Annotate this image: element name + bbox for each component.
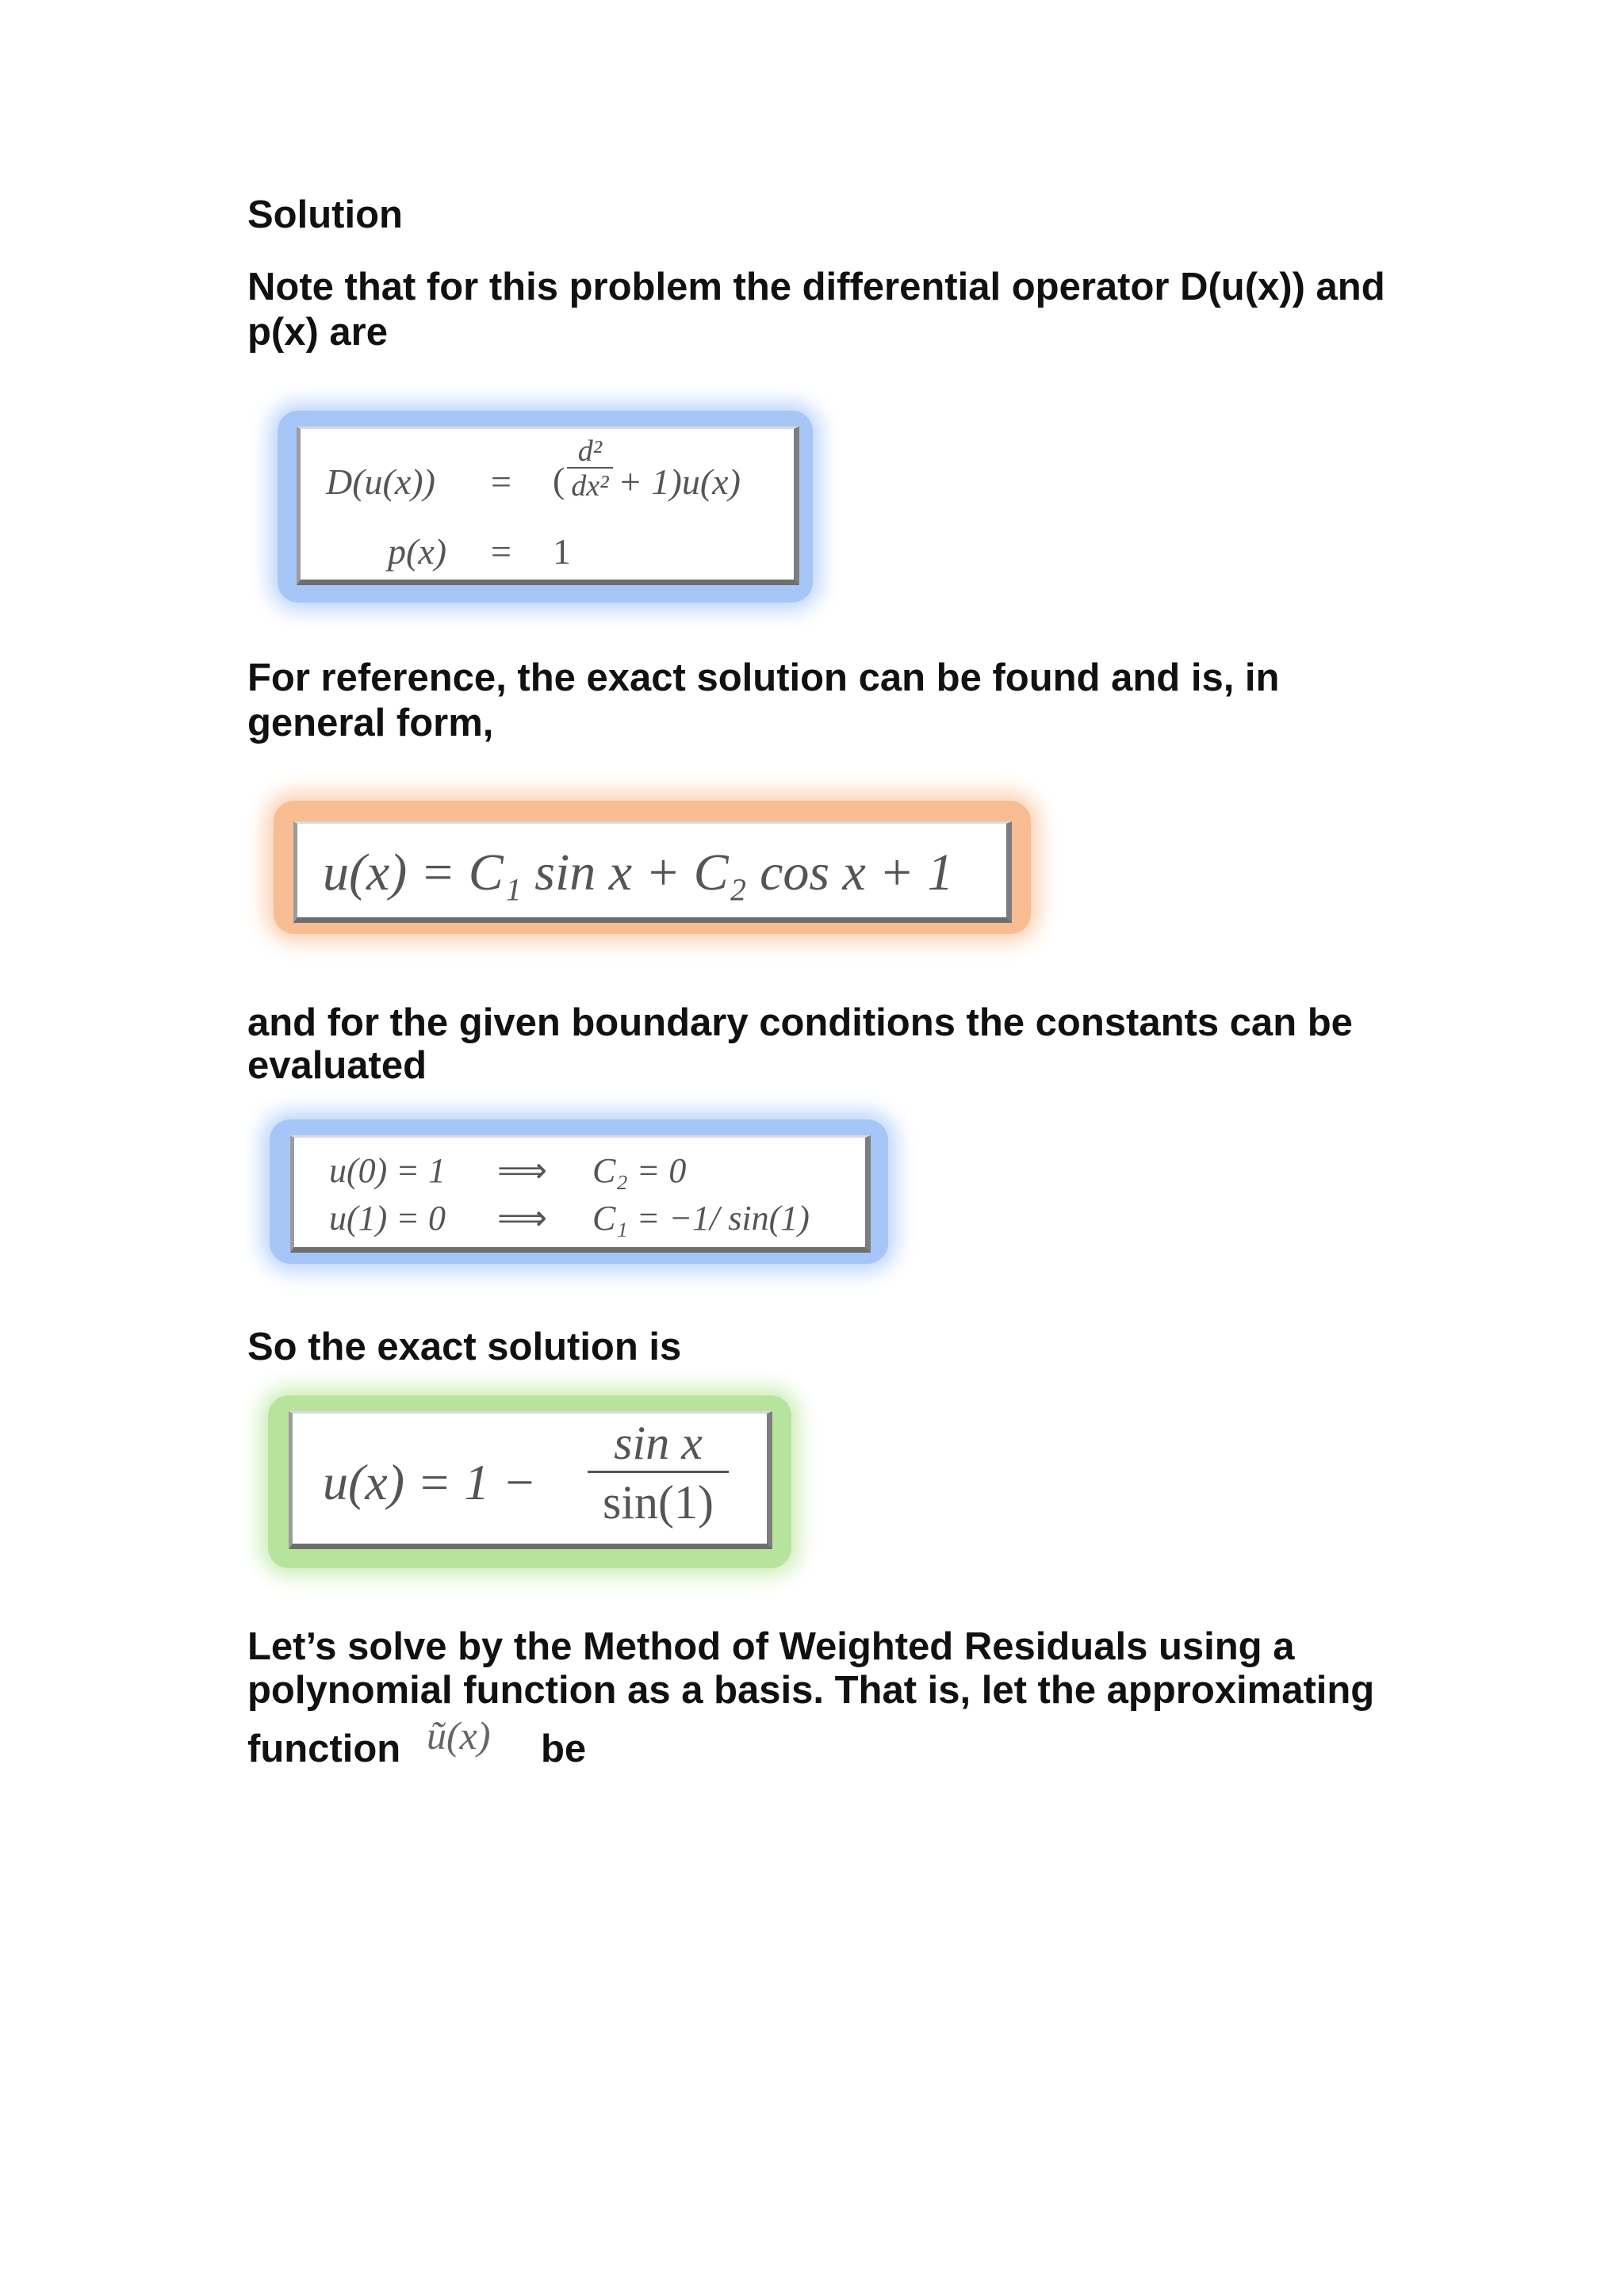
eq1-row2-lhs: p(x) (388, 531, 447, 572)
eq1-fraction-denominator: dx² (571, 469, 609, 503)
eq1-row1-open-paren: ( (553, 460, 565, 500)
paragraph-boundary-line-1: and for the given boundary conditions the constants can be (247, 1001, 1353, 1044)
eq4-fraction (588, 1415, 729, 1532)
paragraph-weighted-residuals-line-2: polynomial function as a basis. That is, let the approximating (247, 1669, 1375, 1712)
eq1-row1-lhs: D(u(x)) (326, 461, 435, 502)
equation-exact-box (289, 1411, 772, 1549)
eq3-row1-implies-arrow: ⟹ (497, 1151, 548, 1190)
eq1-row1-equals: = (491, 461, 511, 502)
equation-general-box (293, 821, 1012, 923)
section-heading: Solution (247, 193, 403, 236)
paragraph-weighted-residuals-line-3b: be (541, 1728, 587, 1770)
eq3-row1-result: C₂ = 0 (592, 1151, 687, 1190)
paragraph-reference-line-2: general form, (247, 702, 494, 744)
eq3-row2-result: C₁ = −1/ sin(1) (592, 1199, 810, 1238)
eq3-row2-condition: u(1) = 0 (329, 1199, 446, 1238)
eq1-row2-equals: = (491, 531, 511, 572)
eq3-row2-implies-arrow: ⟹ (497, 1199, 548, 1238)
eq4-numerator: sin x (614, 1417, 703, 1469)
paragraph-boundary-line-2: evaluated (247, 1044, 427, 1087)
eq4-denominator: sin(1) (603, 1476, 714, 1529)
eq4-lhs: u(x) = 1 − (323, 1454, 537, 1510)
paragraph-operator-line-1: Note that for this problem the differential operator D(u(x)) and (247, 266, 1385, 308)
eq1-row1-rest: + 1)u(x) (618, 461, 741, 502)
equation-boundary-box (290, 1135, 871, 1253)
paragraph-reference-line-1: For reference, the exact solution can be found and is, in (247, 656, 1280, 699)
paragraph-operator-line-2: p(x) are (247, 311, 389, 354)
equation-operator-box (297, 427, 799, 585)
eq1-fraction-numerator: d² (577, 434, 603, 468)
eq3-row1-condition: u(0) = 1 (329, 1151, 446, 1190)
approximating-function-symbol: ũ(x) (427, 1713, 491, 1758)
eq1-row2-rhs: 1 (553, 531, 571, 572)
eq1-derivative-fraction (567, 435, 613, 503)
eq2-general-solution: u(x) = C₁ sin x + C₂ cos x + 1 (323, 844, 954, 901)
paragraph-weighted-residuals-line-3a: function (247, 1728, 401, 1770)
paragraph-exact-solution: So the exact solution is (247, 1326, 682, 1368)
paragraph-weighted-residuals-line-1: Let’s solve by the Method of Weighted Residuals using a (247, 1625, 1295, 1668)
